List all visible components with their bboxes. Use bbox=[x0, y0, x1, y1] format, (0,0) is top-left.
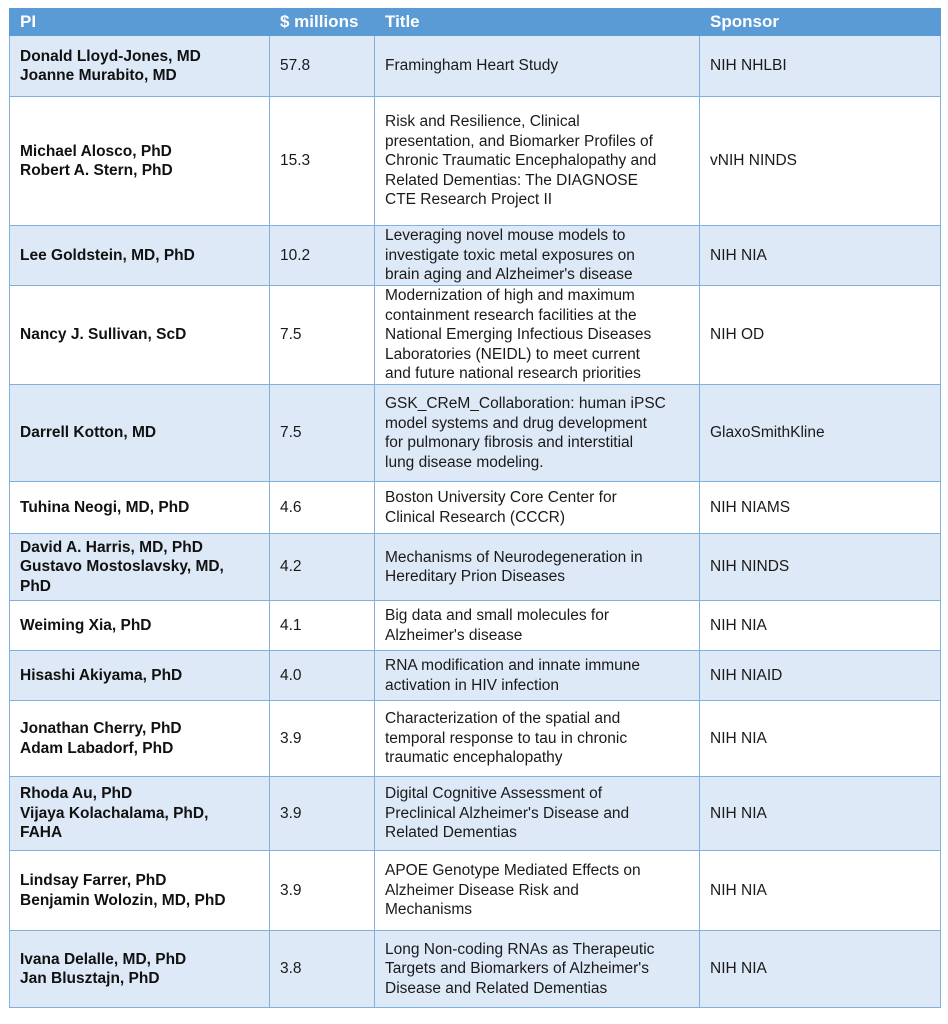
pi-cell bbox=[10, 226, 270, 286]
title-cell bbox=[375, 851, 700, 931]
table-row bbox=[10, 777, 941, 851]
title-line: Long Non-coding RNAs as Therapeutic bbox=[385, 940, 655, 958]
title-line: Modernization of high and maximum bbox=[385, 287, 635, 305]
sponsor-cell: NIH NIAMS bbox=[700, 482, 941, 534]
title-line: Boston University Core Center for bbox=[385, 489, 617, 506]
title-line: Risk and Resilience, Clinical bbox=[385, 113, 580, 131]
table-row bbox=[10, 385, 941, 482]
pi-name: Lindsay Farrer, PhD bbox=[20, 872, 167, 889]
pi-name: PhD bbox=[20, 577, 51, 595]
grants-table bbox=[9, 8, 941, 1008]
amount-cell: 3.9 bbox=[270, 701, 375, 777]
pi-cell bbox=[10, 651, 270, 701]
title-cell bbox=[375, 97, 700, 226]
table-row bbox=[10, 36, 941, 97]
sponsor-cell: NIH NIAID bbox=[700, 651, 941, 701]
title-line: temporal response to tau in chronic bbox=[385, 729, 628, 747]
title-cell bbox=[375, 482, 700, 534]
sponsor-cell: NIH NIA bbox=[700, 777, 941, 851]
title-line: Related Dementias: The DIAGNOSE bbox=[385, 171, 638, 189]
pi-cell bbox=[10, 385, 270, 482]
title-line: Alzheimer's disease bbox=[385, 626, 523, 644]
title-line: containment research facilities at the bbox=[385, 306, 637, 324]
sponsor-cell: NIH NHLBI bbox=[700, 36, 941, 97]
pi-cell bbox=[10, 36, 270, 97]
pi-name: Ivana Delalle, MD, PhD bbox=[20, 950, 187, 968]
header-pi: PI bbox=[10, 9, 270, 36]
title-line: Digital Cognitive Assessment of bbox=[385, 785, 603, 803]
sponsor-cell: NIH NIA bbox=[700, 851, 941, 931]
title-line: CTE Research Project II bbox=[385, 191, 553, 209]
table-row bbox=[10, 701, 941, 777]
table-row bbox=[10, 851, 941, 931]
title-cell bbox=[375, 226, 700, 286]
table-row bbox=[10, 651, 941, 701]
title-line: Leveraging novel mouse models to bbox=[385, 227, 626, 245]
title-line: Laboratories (NEIDL) to meet current bbox=[385, 345, 640, 363]
amount-cell: 4.0 bbox=[270, 651, 375, 701]
title-cell bbox=[375, 777, 700, 851]
title-line: for pulmonary fibrosis and interstitial bbox=[385, 434, 634, 451]
pi-name: Hisashi Akiyama, PhD bbox=[20, 666, 183, 684]
title-cell bbox=[375, 701, 700, 777]
title-line: activation in HIV infection bbox=[385, 676, 560, 694]
title-cell bbox=[375, 601, 700, 651]
title-line: traumatic encephalopathy bbox=[385, 749, 563, 767]
sponsor-cell: NIH NIA bbox=[700, 701, 941, 777]
amount-cell: 3.9 bbox=[270, 777, 375, 851]
title-cell bbox=[375, 651, 700, 701]
pi-name: Tuhina Neogi, MD, PhD bbox=[20, 498, 190, 516]
table-body bbox=[10, 36, 941, 1008]
table-row bbox=[10, 226, 941, 286]
amount-cell: 3.9 bbox=[270, 851, 375, 931]
pi-cell bbox=[10, 286, 270, 385]
pi-cell bbox=[10, 931, 270, 1008]
pi-cell bbox=[10, 601, 270, 651]
pi-name: Weiming Xia, PhD bbox=[20, 616, 152, 634]
pi-name: Gustavo Mostoslavsky, MD, bbox=[20, 558, 224, 576]
pi-name: Lee Goldstein, MD, PhD bbox=[20, 246, 195, 264]
table-row bbox=[10, 482, 941, 534]
title-line: National Emerging Infectious Diseases bbox=[385, 326, 652, 344]
pi-cell bbox=[10, 97, 270, 226]
pi-name: Michael Alosco, PhD bbox=[20, 142, 172, 160]
pi-name: Adam Labadorf, PhD bbox=[20, 739, 174, 757]
title-line: Big data and small molecules for bbox=[385, 607, 610, 624]
amount-cell: 10.2 bbox=[270, 226, 375, 286]
title-line: APOE Genotype Mediated Effects on bbox=[385, 862, 641, 880]
pi-name: FAHA bbox=[20, 824, 63, 842]
title-line: Clinical Research (CCCR) bbox=[385, 508, 566, 526]
pi-name: Donald Lloyd-Jones, MD bbox=[20, 47, 201, 65]
amount-cell: 4.1 bbox=[270, 601, 375, 651]
amount-cell: 57.8 bbox=[270, 36, 375, 97]
title-line: Preclinical Alzheimer's Disease and bbox=[385, 804, 630, 822]
title-line: model systems and drug development bbox=[385, 414, 647, 432]
pi-name: Nancy J. Sullivan, ScD bbox=[20, 326, 187, 344]
pi-name: Vijaya Kolachalama, PhD, bbox=[20, 804, 209, 822]
pi-name: David A. Harris, MD, PhD bbox=[20, 538, 203, 556]
title-line: presentation, and Biomarker Profiles of bbox=[385, 132, 653, 150]
title-line: Disease and Related Dementias bbox=[385, 979, 608, 997]
title-line: Mechanisms bbox=[385, 901, 472, 919]
title-line: Hereditary Prion Diseases bbox=[385, 568, 566, 585]
header-title: Title bbox=[375, 9, 700, 36]
sponsor-cell: NIH NINDS bbox=[700, 534, 941, 601]
pi-cell bbox=[10, 534, 270, 601]
pi-name: Jan Blusztajn, PhD bbox=[20, 970, 160, 987]
table-row bbox=[10, 286, 941, 385]
header-amount: $ millions bbox=[270, 9, 375, 36]
title-cell bbox=[375, 931, 700, 1008]
amount-cell: 4.6 bbox=[270, 482, 375, 534]
title-line: and future national research priorities bbox=[385, 365, 641, 383]
title-line: lung disease modeling. bbox=[385, 453, 544, 471]
pi-cell bbox=[10, 777, 270, 851]
title-cell: Framingham Heart Study bbox=[375, 36, 700, 97]
pi-name: Robert A. Stern, PhD bbox=[20, 162, 173, 179]
title-cell bbox=[375, 534, 700, 601]
title-line: RNA modification and innate immune bbox=[385, 657, 641, 674]
title-line: Chronic Traumatic Encephalopathy and bbox=[385, 152, 657, 170]
sponsor-cell: NIH NIA bbox=[700, 226, 941, 286]
header-sponsor: Sponsor bbox=[700, 9, 941, 36]
header-row bbox=[10, 9, 941, 36]
amount-cell: 7.5 bbox=[270, 286, 375, 385]
title-line: investigate toxic metal exposures on bbox=[385, 246, 635, 264]
title-line: Related Dementias bbox=[385, 824, 517, 842]
table-row bbox=[10, 534, 941, 601]
sponsor-cell: NIH OD bbox=[700, 286, 941, 385]
title-line: brain aging and Alzheimer's disease bbox=[385, 266, 633, 284]
pi-name: Joanne Murabito, MD bbox=[20, 67, 177, 84]
table-row bbox=[10, 931, 941, 1008]
title-line: Mechanisms of Neurodegeneration in bbox=[385, 548, 643, 566]
title-cell bbox=[375, 385, 700, 482]
amount-cell: 15.3 bbox=[270, 97, 375, 226]
title-line: Characterization of the spatial and bbox=[385, 710, 621, 728]
pi-cell bbox=[10, 482, 270, 534]
pi-name: Darrell Kotton, MD bbox=[20, 424, 157, 442]
pi-cell bbox=[10, 701, 270, 777]
pi-name: Jonathan Cherry, PhD bbox=[20, 720, 182, 737]
table-row bbox=[10, 97, 941, 226]
amount-cell: 3.8 bbox=[270, 931, 375, 1008]
pi-name: Benjamin Wolozin, MD, PhD bbox=[20, 891, 226, 909]
title-line: Alzheimer Disease Risk and bbox=[385, 881, 579, 899]
title-cell bbox=[375, 286, 700, 385]
pi-name: Rhoda Au, PhD bbox=[20, 785, 133, 803]
amount-cell: 7.5 bbox=[270, 385, 375, 482]
sponsor-cell: vNIH NINDS bbox=[700, 97, 941, 226]
sponsor-cell: GlaxoSmithKline bbox=[700, 385, 941, 482]
sponsor-cell: NIH NIA bbox=[700, 601, 941, 651]
amount-cell: 4.2 bbox=[270, 534, 375, 601]
title-line: GSK_CReM_Collaboration: human iPSC bbox=[385, 395, 666, 412]
sponsor-cell: NIH NIA bbox=[700, 931, 941, 1008]
title-line: Targets and Biomarkers of Alzheimer's bbox=[385, 960, 649, 978]
pi-cell bbox=[10, 851, 270, 931]
table-row bbox=[10, 601, 941, 651]
